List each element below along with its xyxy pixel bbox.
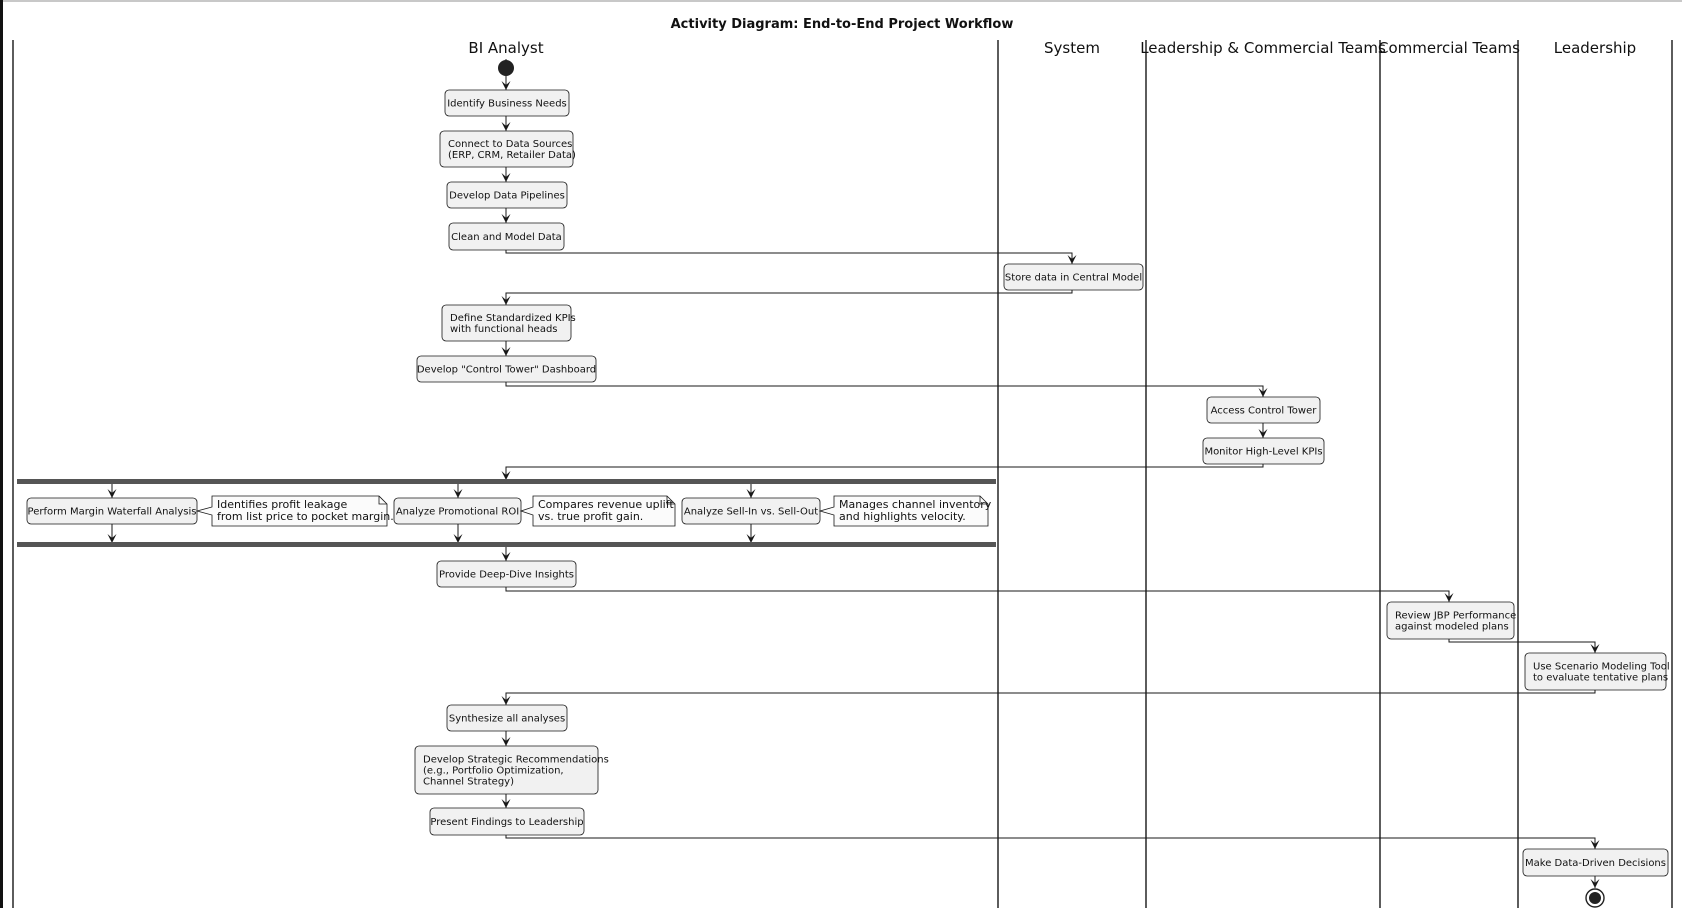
flow-connector (506, 835, 1595, 849)
note-n1 (197, 496, 394, 526)
end-node (1586, 889, 1604, 907)
flow-connector (506, 290, 1072, 305)
activity-label: Identify Business Needs (447, 98, 567, 110)
start-node (498, 60, 514, 76)
note-n3 (820, 496, 992, 526)
activity-label: Clean and Model Data (451, 232, 562, 243)
activity-a3 (447, 182, 567, 208)
activity-p3 (682, 498, 820, 524)
activity-label: Present Findings to Leadership (430, 817, 584, 828)
activity-a1 (445, 90, 569, 116)
activity-a10 (437, 561, 576, 587)
activity-label: Develop Strategic Recommendations (423, 754, 609, 766)
activity-label: Make Data-Driven Decisions (1525, 858, 1666, 869)
activity-a8 (1207, 397, 1320, 423)
note-text: Manages channel inventory (839, 498, 992, 511)
swimlane-header: Commercial Teams (1378, 39, 1520, 57)
flow-connector (506, 464, 1263, 480)
activity-a9 (1203, 438, 1324, 464)
activity-a7 (417, 356, 596, 382)
swimlane-header: Leadership & Commercial Teams (1140, 39, 1386, 57)
swimlane-header: Leadership (1553, 39, 1637, 57)
activity-a2 (440, 131, 576, 167)
activity-p2 (394, 498, 521, 524)
activity-label: Analyze Sell-In vs. Sell-Out (683, 506, 819, 518)
note-text: Identifies profit leakage (217, 498, 348, 511)
activity-a12 (1525, 653, 1670, 690)
activity-label: Define Standardized KPIs (450, 313, 576, 324)
activity-a5 (1004, 264, 1143, 290)
activity-label: with functional heads (450, 324, 558, 335)
activity-a13 (447, 705, 567, 731)
note-text: Compares revenue uplift (538, 498, 674, 511)
note-n2 (521, 496, 675, 526)
activity-label: Review JBP Performance (1395, 610, 1517, 622)
swimlane-header: BI Analyst (468, 39, 544, 57)
activity-label: to evaluate tentative plans (1533, 672, 1669, 684)
diagram-title: Activity Diagram: End-to-End Project Workflow (670, 17, 1014, 32)
flow-connector (506, 382, 1263, 397)
join-bar (17, 542, 996, 547)
activity-a6 (442, 305, 576, 341)
activity-label: Monitor High-Level KPIs (1204, 446, 1323, 458)
activity-label: Analyze Promotional ROI (395, 506, 520, 518)
activity-label: Provide Deep-Dive Insights (438, 569, 575, 581)
activity-a11 (1387, 602, 1516, 639)
activity-label: Connect to Data Sources (448, 139, 573, 150)
flow-connector (506, 690, 1595, 705)
activity-a14 (415, 746, 609, 794)
flow-connector (1449, 639, 1595, 653)
activity-label: Develop "Control Tower" Dashboard (416, 364, 597, 376)
activity-label: Channel Strategy) (423, 776, 514, 788)
note-text: vs. true profit gain. (538, 510, 644, 523)
note-text: and highlights velocity. (839, 510, 966, 523)
activity-a15 (430, 808, 584, 835)
fork-bar (17, 479, 996, 484)
activity-label: (ERP, CRM, Retailer Data) (448, 150, 576, 161)
activity-a4 (449, 223, 564, 250)
activity-label: against modeled plans (1395, 621, 1509, 633)
activity-label: (e.g., Portfolio Optimization, (423, 765, 564, 777)
activity-p1 (27, 498, 197, 524)
activity-label: Perform Margin Waterfall Analysis (27, 506, 197, 518)
activity-a16 (1523, 849, 1668, 876)
activity-label: Use Scenario Modeling Tool (1533, 661, 1670, 673)
swimlane-header: System (1044, 39, 1100, 57)
activity-label: Synthesize all analyses (448, 713, 566, 725)
note-text: from list price to pocket margin. (217, 510, 394, 523)
flow-connector (506, 587, 1449, 602)
activity-label: Develop Data Pipelines (449, 190, 565, 202)
activity-label: Access Control Tower (1210, 405, 1317, 417)
activity-label: Store data in Central Model (1004, 272, 1143, 284)
flow-connector (506, 250, 1072, 264)
